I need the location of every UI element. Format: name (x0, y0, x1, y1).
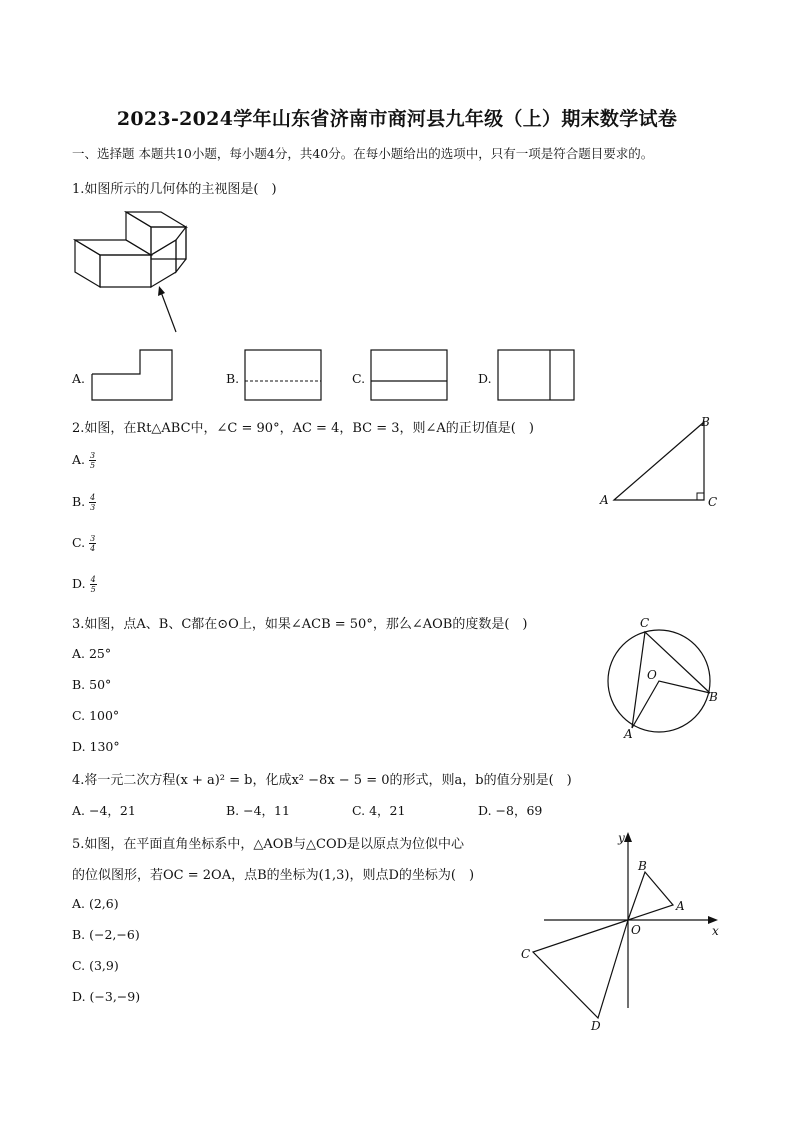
numerator: 3 (90, 534, 96, 543)
q1-option-d-figure (496, 348, 576, 402)
numerator: 4 (90, 493, 96, 502)
q1-option-c-label: C. (352, 371, 366, 386)
point-a-label: A (624, 727, 633, 741)
page-title: 2023-2024学年山东省济南市商河县九年级（上）期末数学试卷 (116, 108, 678, 130)
x-axis-label: x (712, 924, 719, 938)
q1-option-c-figure (369, 348, 449, 402)
numerator: 3 (90, 451, 96, 460)
q2-option-b (72, 493, 96, 512)
fraction (89, 534, 96, 553)
q2-option-d (72, 575, 97, 594)
q2-option-a (72, 451, 96, 470)
q5-stem-line1: 5.如图，在平面直角坐标系中，△AOB与△COD是以原点为位似中心 (72, 837, 465, 852)
q1-option-a-figure (90, 348, 174, 402)
q1-stem: 1.如图所示的几何体的主视图是( ) (72, 182, 277, 197)
q5-option-c: C. (3,9) (72, 958, 119, 973)
q5-coordinate-figure (521, 828, 730, 1038)
q1-option-b-label: B. (226, 371, 240, 386)
q5-stem-line2: 的位似图形，若OC = 2OA，点B的坐标为(1,3)，则点D的坐标为( ) (72, 868, 475, 883)
vertex-b-label: B (701, 415, 710, 429)
point-b-label: B (638, 859, 647, 873)
q5-option-a: A. (2,6) (72, 896, 119, 911)
option-label: A. (72, 452, 86, 467)
numerator: 4 (90, 575, 96, 584)
q3-option-b: B. 50° (72, 677, 112, 692)
q5-option-d: D. (−3,−9) (72, 989, 141, 1004)
q3-stem: 3.如图，点A、B、C都在⊙O上，如果∠ACB = 50°，那么∠AOB的度数是( ) (72, 617, 528, 632)
vertex-c-label: C (708, 495, 718, 509)
q4-option-c: C. 4，21 (352, 803, 406, 818)
q4-option-b: B. −4，11 (226, 803, 290, 818)
q5-option-b: B. (−2,−6) (72, 927, 140, 942)
point-c-label: C (521, 947, 531, 961)
section-header: 一、选择题 本题共10小题，每小题4分，共40分。在每小题给出的选项中，只有一项是符合题目要求的。 (72, 146, 654, 161)
center-o-label: O (647, 668, 657, 682)
x-axis-arrow-icon (708, 916, 718, 924)
point-c-label: C (640, 616, 650, 630)
q4-stem: 4.将一元二次方程(x + a)² = b，化成x² −8x − 5 = 0的形式，则a，b的值分别是( ) (72, 773, 572, 788)
q1-option-a-label: A. (72, 371, 86, 386)
origin-label: O (631, 923, 641, 937)
q4-option-a: A. −4，21 (72, 803, 136, 818)
fraction (89, 451, 96, 470)
fraction (90, 575, 97, 594)
q2-option-c (72, 534, 96, 553)
q3-option-c: C. 100° (72, 708, 120, 723)
option-label: C. (72, 535, 86, 550)
q3-option-d: D. 130° (72, 739, 120, 754)
option-label: B. (72, 494, 86, 509)
option-label: D. (72, 576, 86, 591)
vertex-a-label: A (600, 493, 609, 507)
view-direction-arrow (161, 292, 176, 332)
point-b-label: B (709, 690, 718, 704)
denominator: 4 (90, 544, 96, 553)
q1-solid-figure (60, 200, 200, 340)
q1-option-d-label: D. (478, 371, 492, 386)
triangle-cod (533, 920, 628, 1018)
denominator: 3 (90, 503, 96, 512)
point-a-label: A (676, 899, 685, 913)
q3-circle-figure (596, 610, 736, 746)
q4-option-d: D. −8，69 (478, 803, 543, 818)
denominator: 5 (90, 461, 96, 470)
denominator: 5 (90, 585, 96, 594)
q3-option-a: A. 25° (72, 646, 112, 661)
q1-option-b-figure (243, 348, 323, 402)
q2-stem: 2.如图，在Rt△ABC中，∠C = 90°，AC = 4，BC = 3，则∠A的正切值是( ) (72, 421, 534, 436)
arrow-head-icon (158, 286, 165, 296)
triangle-aob (628, 872, 673, 920)
y-axis-label: y (618, 831, 625, 845)
fraction (89, 493, 96, 512)
q2-triangle-figure (590, 408, 730, 518)
point-d-label: D (591, 1019, 601, 1033)
y-axis-arrow-icon (624, 832, 632, 842)
